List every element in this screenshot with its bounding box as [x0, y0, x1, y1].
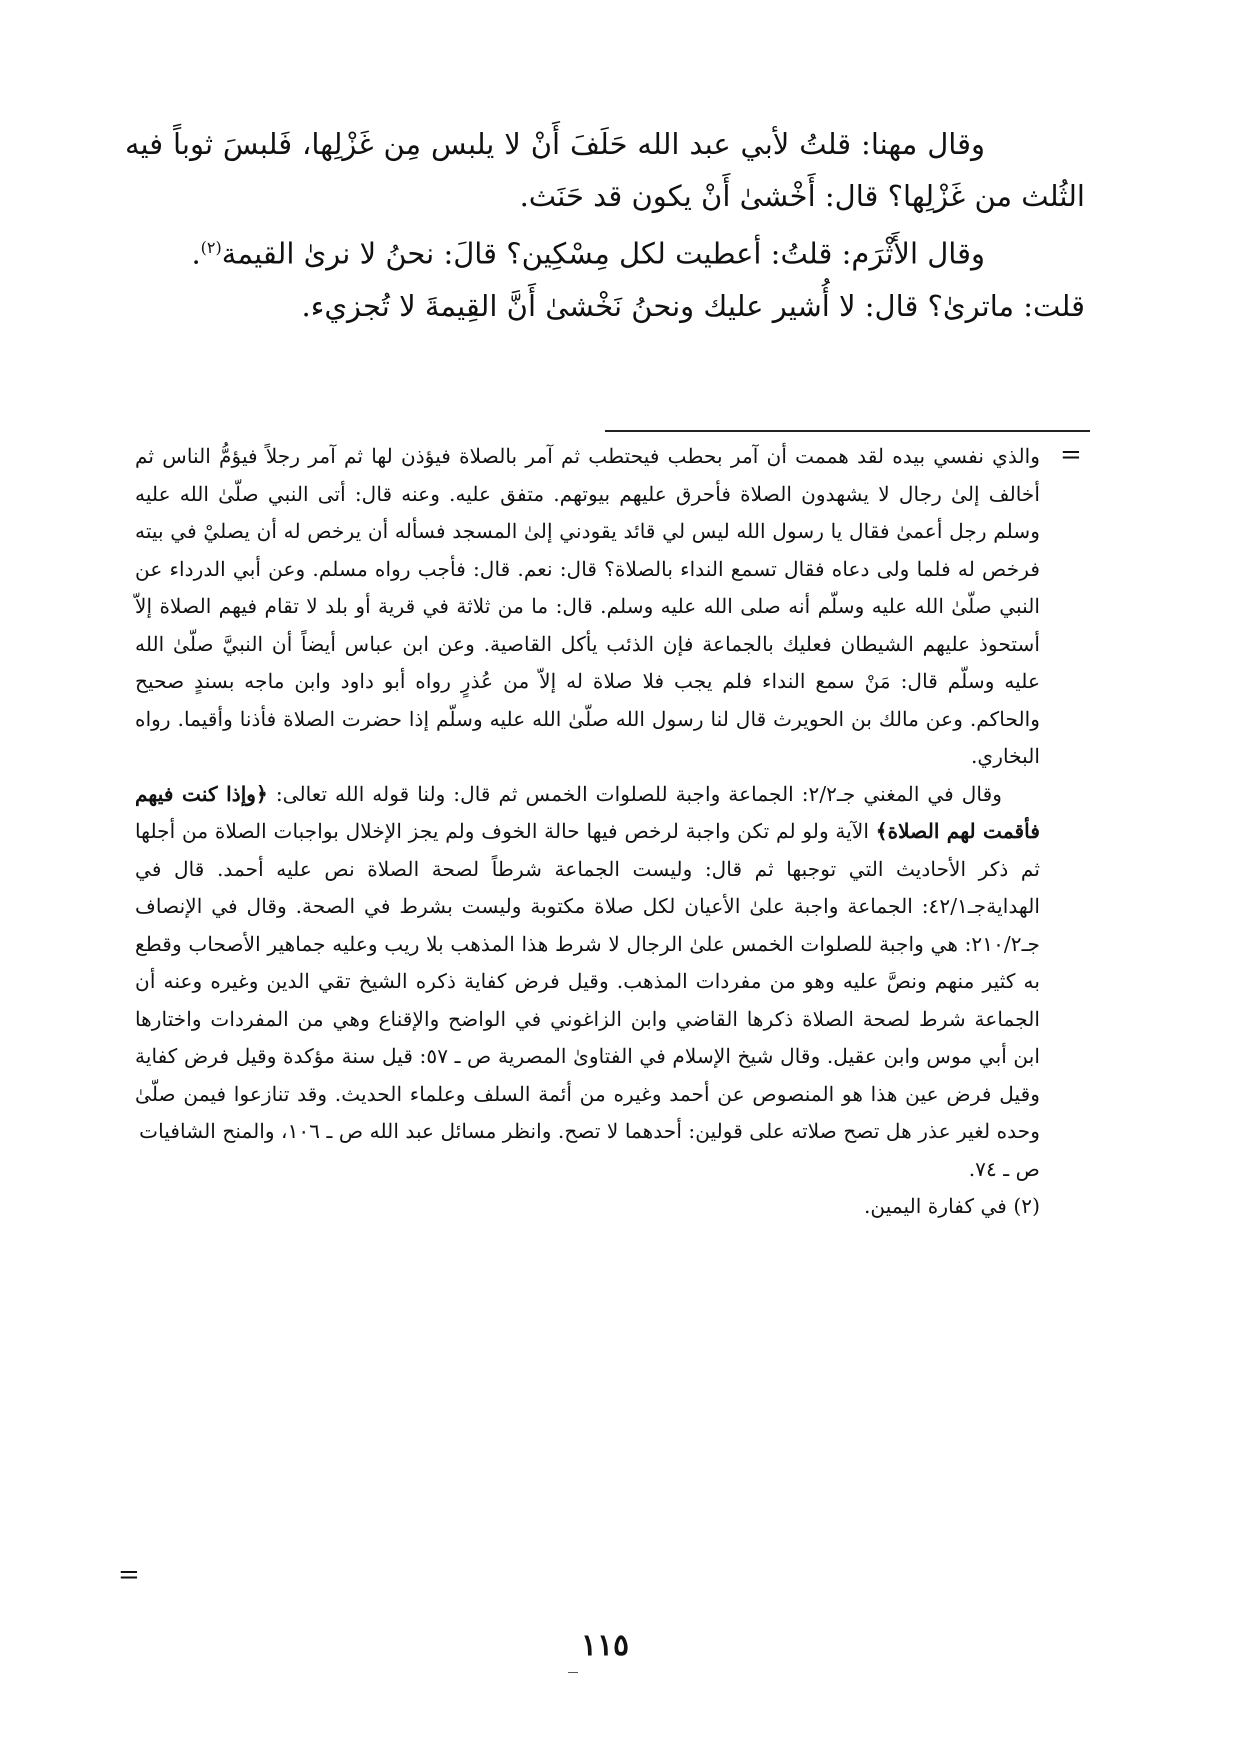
footnote-paragraph-2-a: وقال في المغني جـ٢/٢: الجماعة واجبة للصلوات الخمس ثم قال: ولنا قوله الله تعالى: — [267, 781, 1002, 806]
main-text — [125, 118, 1085, 332]
footnote-2: (٢) في كفارة اليمين. — [863, 1194, 1040, 1218]
footnote-paragraph-2-tail: ص ـ ٧٤. — [968, 1156, 1040, 1181]
bottom-dash — [568, 1672, 578, 1673]
main-paragraph-2-text: وقال الأَثْرَم: قلتُ: أعطيت لكل مِسْكِين؟ قالَ: نحنُ لا نرىٰ القيمة — [221, 236, 985, 271]
main-paragraph-1: وقال مهنا: قلتُ لأبي عبد الله حَلَفَ أَنْ لا يلبس مِن غَزْلِها، فَلبسَ ثوباً فيه الثُلث من غَزْلِها؟ قال: أَخْشىٰ أَنْ يكون قد حَنَث. — [125, 127, 1085, 213]
continuation-marker: = — [1060, 440, 1082, 470]
main-paragraph-2 — [125, 222, 1085, 332]
quran-verse: ﴿وإذا كنت فيهم فأقمت لهم الصلاة﴾ — [135, 781, 1040, 843]
footnote-ref-2: (٢) — [200, 238, 222, 257]
footnote-paragraph-2-b: الآية ولو لم تكن واجبة لرخص فيها حالة الخوف ولم يجز الإخلال بواجبات الصلاة من أجلها ثم ذكر الأحاديث التي توجبها ثم قال: وليست الجماعة شرطاً لصحة الصلاة نص عليه أحمد. قال في الهدايةجـ٤٢/١: الجماعة واجبة علىٰ الأعيان لكل صلاة مكتوبة وليست بشرط في الصحة. وقال في الإنصاف جـ٢١٠/٢: هي واجبة للصلوات الخمس علىٰ الرجال لا شرط هذا المذهب بلا ريب وعليه جماهير الأصحاب وقطع به كثير منهم ونصَّ عليه وهو من مفردات المذهب. وقيل فرض كفاية ذكره الشيخ تقي الدين وغيره وعنه أن الجماعة شرط لصحة الصلاة ذكرها القاضي وابن الزاغوني في الواضح والإقناع وهي من المفردات واختارها ابن أبي موس وابن عقيل. وقال شيخ الإسلام في الفتاوىٰ المصرية ص ـ ٥٧: قيل سنة مؤكدة وقيل فرض كفاية وقيل فرض عين هذا هو المنصوص عن أحمد وغيره من أئمة السلف وعلماء الحديث. وقد تنازعوا فيمن صلّىٰ وحده لغير عذر هل تصح صلاته على قولين: أحدهما لا تصح. وانظر مسائل عبد الله ص ـ ١٠٦، والمنح الشافيات — [135, 819, 1040, 1143]
footnote-separator — [605, 430, 1090, 432]
main-paragraph-2-cont: . قلت: ماترىٰ؟ قال: لا أُشير عليك ونحنُ نَخْشىٰ أَنَّ القِيمةَ لا تُجزيء. — [191, 236, 1085, 323]
footnotes — [135, 438, 1040, 1226]
footnote-paragraph-2 — [135, 776, 1040, 1151]
left-margin-marker: = — [118, 1560, 140, 1590]
page-number: ١١٥ — [580, 1628, 630, 1663]
footnote-paragraph-1: والذي نفسي بيده لقد هممت أن آمر بحطب فيحتطب ثم آمر بالصلاة فيؤذن لها ثم آمر رجلاً فيؤمُّ الناس ثم أخالف إلىٰ رجال لا يشهدون الصلاة فأحرق عليهم بيوتهم. متفق عليه. وعنه قال: أتى النبي صلّىٰ الله عليه وسلم رجل أعمىٰ فقال يا رسول الله ليس لي قائد يقودني إلىٰ المسجد فسأله أن يرخص له أن يصليْ في بيته فرخص له فلما ولى دعاه فقال تسمع النداء بالصلاة؟ قال: نعم. قال: فأجب رواه مسلم. وعن أبي الدرداء عن النبي صلّىٰ الله عليه وسلّم أنه صلى الله عليه وسلم. قال: ما من ثلاثة في قرية أو بلد لا تقام فيهم الصلاة إلاّ أستحوذ عليهم الشيطان فعليك بالجماعة فإن الذئب يأكل القاصية. وعن ابن عباس أيضاً أن النبيَّ صلّىٰ الله عليه وسلّم قال: مَنْ سمع النداء فلم يجب فلا صلاة له إلاّ من عُذرٍ رواه أبو داود وابن ماجه بسندٍ صحيح والحاكم. وعن مالك بن الحويرث قال لنا رسول الله صلّىٰ الله عليه وسلّم إذا حضرت الصلاة فأذنا وأقيما. رواه البخاري. — [135, 444, 1040, 768]
